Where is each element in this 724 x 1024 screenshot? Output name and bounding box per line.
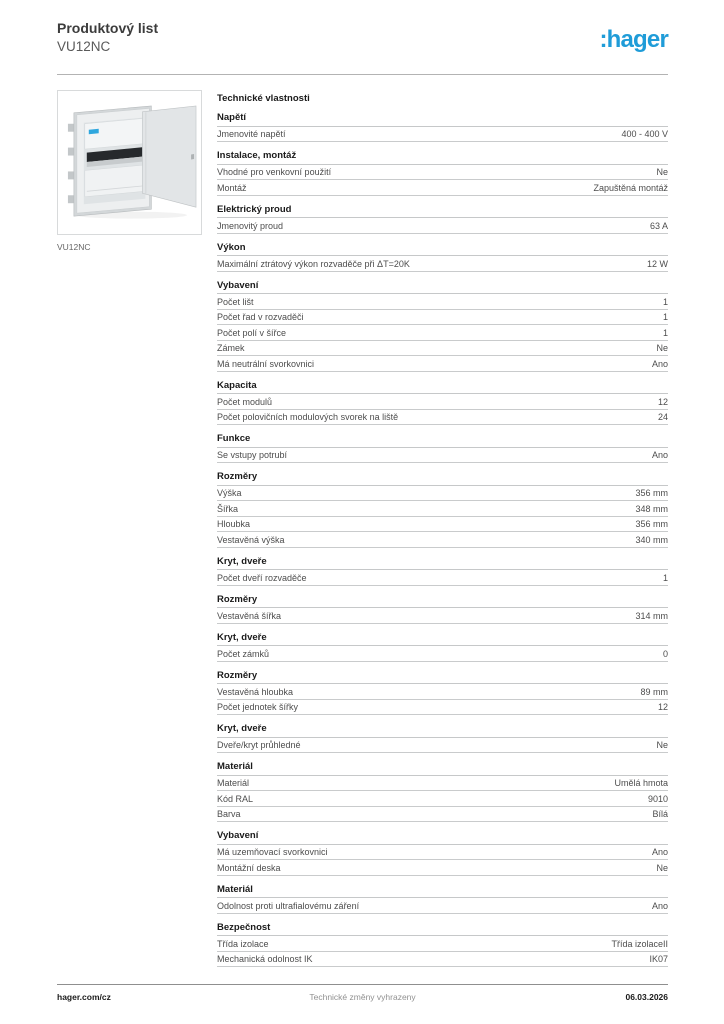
section-title: Rozměry bbox=[217, 671, 668, 685]
spec-row bbox=[217, 218, 668, 234]
spec-label: Počet modulů bbox=[217, 396, 273, 407]
spec-label: Výška bbox=[217, 488, 242, 498]
spec-value: 0 bbox=[662, 648, 668, 659]
spec-row bbox=[217, 532, 668, 548]
spec-section bbox=[217, 205, 668, 234]
spec-value: Ne bbox=[656, 167, 668, 177]
spec-section bbox=[217, 595, 668, 624]
spec-value: Ano bbox=[651, 900, 668, 911]
spec-row bbox=[217, 738, 668, 754]
spec-label: Počet dveří rozvaděče bbox=[217, 572, 307, 583]
spec-label: Má neutrální svorkovnici bbox=[217, 358, 315, 369]
spec-value: 1 bbox=[662, 312, 668, 322]
spec-label: Třída izolace bbox=[217, 938, 269, 949]
header-divider bbox=[57, 74, 668, 75]
spec-section bbox=[217, 831, 668, 876]
spec-value: 89 mm bbox=[640, 686, 668, 697]
footer-website: hager.com/cz bbox=[57, 992, 111, 1002]
spec-label: Vestavěná výška bbox=[217, 534, 285, 545]
spec-section bbox=[217, 381, 668, 426]
product-image bbox=[58, 91, 201, 234]
spec-section bbox=[217, 472, 668, 548]
spec-label: Se vstupy potrubí bbox=[217, 450, 288, 460]
spec-section bbox=[217, 724, 668, 753]
page-title: Produktový list bbox=[57, 20, 159, 36]
spec-value: Umělá hmota bbox=[614, 778, 668, 788]
spec-value: 12 bbox=[657, 396, 668, 407]
spec-row bbox=[217, 410, 668, 426]
spec-row bbox=[217, 394, 668, 410]
spec-label: Počet polovičních modulových svorek na liště bbox=[217, 412, 399, 422]
spec-sections bbox=[217, 113, 668, 967]
spec-label: Maximální ztrátový výkon rozvaděče při ΔT=20K bbox=[217, 258, 410, 269]
spec-value: Ne bbox=[656, 740, 668, 750]
spec-label: Mechanická odolnost IK bbox=[217, 954, 313, 964]
section-title: Funkce bbox=[217, 434, 668, 448]
spec-label: Vestavěná hloubka bbox=[217, 686, 294, 697]
section-title: Kryt, dveře bbox=[217, 724, 668, 738]
page-header bbox=[57, 20, 668, 55]
spec-label: Vhodné pro venkovní použití bbox=[217, 167, 332, 177]
spec-label: Počet jednotek šířky bbox=[217, 702, 299, 712]
spec-value: IK07 bbox=[649, 954, 668, 964]
footer-disclaimer: Technické změny vyhrazeny bbox=[309, 992, 416, 1002]
spec-value: 356 mm bbox=[635, 519, 668, 529]
spec-row bbox=[217, 127, 668, 143]
spec-row bbox=[217, 776, 668, 792]
spec-section bbox=[217, 923, 668, 968]
section-title: Materiál bbox=[217, 885, 668, 899]
spec-label: Montážní deska bbox=[217, 862, 281, 873]
spec-label: Odolnost proti ultrafialovému záření bbox=[217, 900, 360, 911]
spec-row bbox=[217, 570, 668, 586]
spec-section bbox=[217, 633, 668, 662]
spec-value: 1 bbox=[662, 296, 668, 307]
spec-value: 1 bbox=[662, 572, 668, 583]
section-title: Vybavení bbox=[217, 831, 668, 845]
spec-section bbox=[217, 762, 668, 822]
spec-label: Má uzemňovací svorkovnici bbox=[217, 847, 328, 857]
section-title: Instalace, montáž bbox=[217, 151, 668, 165]
spec-row bbox=[217, 860, 668, 876]
spec-row bbox=[217, 807, 668, 823]
spec-value: Bílá bbox=[652, 809, 668, 819]
spec-label: Materiál bbox=[217, 778, 250, 788]
spec-row bbox=[217, 256, 668, 272]
spec-label: Zámek bbox=[217, 343, 245, 353]
spec-section bbox=[217, 243, 668, 272]
product-image-column bbox=[57, 90, 217, 967]
spec-label: Hloubka bbox=[217, 519, 251, 529]
section-title: Výkon bbox=[217, 243, 668, 257]
spec-value: 356 mm bbox=[635, 488, 668, 498]
spec-row bbox=[217, 952, 668, 968]
spec-label: Počet polí v šířce bbox=[217, 327, 287, 338]
spec-label: Barva bbox=[217, 809, 241, 819]
hager-logo: :hager bbox=[599, 26, 668, 53]
spec-value: Třída izolaceII bbox=[611, 938, 668, 949]
spec-row bbox=[217, 936, 668, 952]
spec-label: Dveře/kryt průhledné bbox=[217, 740, 301, 750]
spec-row bbox=[217, 845, 668, 861]
spec-row bbox=[217, 646, 668, 662]
spec-value: 340 mm bbox=[635, 534, 668, 545]
spec-row bbox=[217, 356, 668, 372]
footer-date: 06.03.2026 bbox=[625, 992, 669, 1002]
spec-row bbox=[217, 684, 668, 700]
spec-row bbox=[217, 341, 668, 357]
spec-label: Kód RAL bbox=[217, 793, 254, 804]
section-title: Rozměry bbox=[217, 472, 668, 486]
spec-table-title: Technické vlastnosti bbox=[217, 93, 310, 104]
spec-value: 400 - 400 V bbox=[621, 129, 668, 139]
spec-row bbox=[217, 448, 668, 464]
product-image-caption: VU12NC bbox=[57, 242, 91, 252]
section-title: Rozměry bbox=[217, 595, 668, 609]
spec-label: Počet lišt bbox=[217, 296, 254, 307]
spec-label: Montáž bbox=[217, 182, 247, 193]
spec-value: 1 bbox=[662, 327, 668, 338]
product-image-frame bbox=[57, 90, 202, 235]
spec-value: 63 A bbox=[649, 220, 668, 231]
spec-section bbox=[217, 151, 668, 196]
content-area bbox=[57, 90, 668, 967]
spec-value: Ano bbox=[651, 358, 668, 369]
page-footer bbox=[57, 992, 668, 1002]
section-title: Kryt, dveře bbox=[217, 557, 668, 571]
spec-row bbox=[217, 501, 668, 517]
spec-row bbox=[217, 898, 668, 914]
spec-label: Jmenovitý proud bbox=[217, 220, 284, 231]
spec-table-column bbox=[217, 90, 668, 967]
header-titles bbox=[57, 20, 158, 55]
spec-value: 24 bbox=[657, 412, 668, 422]
spec-section bbox=[217, 885, 668, 914]
spec-label: Vestavěná šířka bbox=[217, 610, 282, 621]
footer-divider bbox=[57, 984, 668, 985]
spec-label: Šířka bbox=[217, 503, 239, 514]
spec-value: Ne bbox=[656, 343, 668, 353]
spec-section bbox=[217, 671, 668, 716]
spec-row bbox=[217, 608, 668, 624]
spec-row bbox=[217, 486, 668, 502]
section-title: Kapacita bbox=[217, 381, 668, 395]
door-handle bbox=[191, 154, 194, 159]
spec-section bbox=[217, 557, 668, 586]
spec-value: 348 mm bbox=[635, 503, 668, 514]
spec-label: Počet zámků bbox=[217, 648, 270, 659]
spec-value: Zapuštěná montáž bbox=[593, 182, 668, 193]
spec-row bbox=[217, 325, 668, 341]
section-title: Bezpečnost bbox=[217, 923, 668, 937]
spec-value: 12 bbox=[657, 702, 668, 712]
spec-row bbox=[217, 700, 668, 716]
spec-value: Ano bbox=[651, 847, 668, 857]
spec-row bbox=[217, 294, 668, 310]
section-title: Materiál bbox=[217, 762, 668, 776]
spec-value: 9010 bbox=[647, 793, 668, 804]
spec-row bbox=[217, 180, 668, 196]
spec-row bbox=[217, 791, 668, 807]
spec-section bbox=[217, 113, 668, 142]
spec-value: Ano bbox=[651, 450, 668, 460]
spec-row bbox=[217, 517, 668, 533]
spec-value: Ne bbox=[656, 862, 668, 873]
spec-row bbox=[217, 165, 668, 181]
section-title: Kryt, dveře bbox=[217, 633, 668, 647]
spec-value: 314 mm bbox=[635, 610, 668, 621]
spec-label: Jmenovité napětí bbox=[217, 129, 286, 139]
section-title: Vybavení bbox=[217, 281, 668, 295]
spec-section bbox=[217, 434, 668, 463]
spec-row bbox=[217, 310, 668, 326]
spec-section bbox=[217, 281, 668, 372]
product-reference: VU12NC bbox=[57, 38, 111, 54]
spec-value: 12 W bbox=[646, 258, 668, 269]
section-title: Elektrický proud bbox=[217, 205, 668, 219]
spec-label: Počet řad v rozvaděči bbox=[217, 312, 304, 322]
section-title: Napětí bbox=[217, 113, 668, 127]
